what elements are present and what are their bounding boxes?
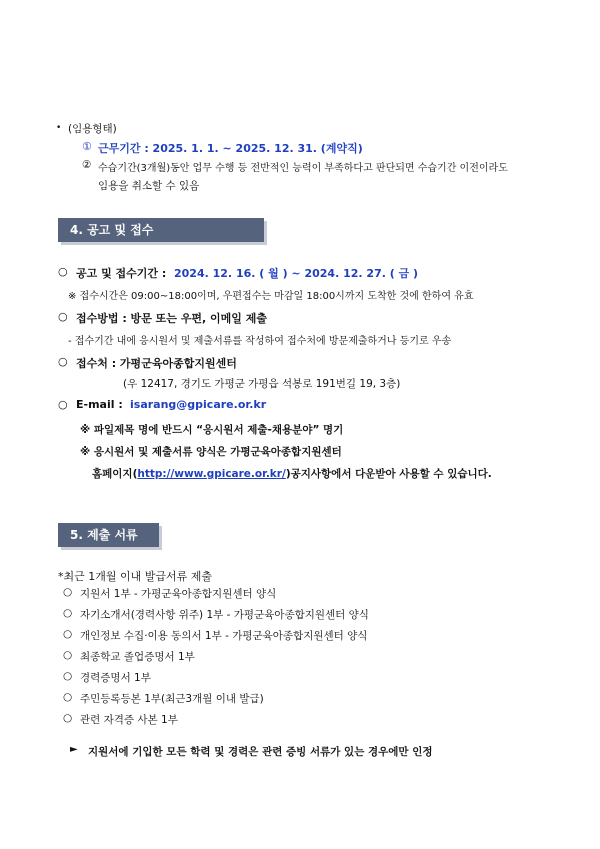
list-item-circle: ○ (63, 712, 73, 724)
note-homepage-prefix: 홈페이지( (92, 468, 138, 480)
email-circle: ○ (58, 398, 68, 411)
employment-item1-num: ① (82, 140, 92, 153)
section4-header (58, 218, 264, 242)
employment-item2-line2: 임용을 취소할 수 있음 (98, 180, 200, 192)
note-homepage (92, 466, 492, 481)
employment-item2-line1: 수습기간(3개월)동안 업무 수행 등 전반적인 능력이 부족하다고 판단되면 수습기간 이전이라도 (98, 163, 508, 174)
list-item: 주민등록등본 1부(최근3개월 이내 발급) (80, 693, 264, 705)
method-note: - 접수기간 내에 응시원서 및 제출서류를 작성하여 접수처에 방문제출하거나 등기로 우송 (68, 336, 452, 347)
list-item: 자기소개서(경력사항 위주) 1부 - 가평군육아종합지원센터 양식 (80, 609, 369, 621)
note-homepage-suffix: )공지사항에서 다운받아 사용할 수 있습니다. (285, 468, 492, 480)
period-label: 공고 및 접수기간 : (76, 267, 167, 280)
bullet-dot: • (56, 123, 62, 133)
list-item: 최종학교 졸업증명서 1부 (80, 651, 195, 663)
email-value[interactable]: isarang@gpicare.or.kr (130, 398, 267, 411)
section5-title: 5. 제출 서류 (70, 528, 138, 542)
period-note: ※ 접수시간은 09:00~18:00이며, 우편접수는 마감일 18:00시까지 도착한 것에 한하여 유효 (68, 291, 474, 302)
employment-label: (임용형태) (68, 123, 117, 135)
section5-header (58, 523, 159, 547)
list-item-circle: ○ (63, 586, 73, 598)
list-item-circle: ○ (63, 628, 73, 640)
list-item-circle: ○ (63, 607, 73, 619)
note-form-source: ※ 응시원서 및 제출서류 양식은 가평군육아종합지원센터 (80, 446, 342, 458)
list-item: 관련 자격증 사본 1부 (80, 714, 178, 726)
method-circle: ○ (58, 310, 68, 323)
final-note: 지원서에 기입한 모든 학력 및 경력은 관련 증빙 서류가 있는 경우에만 인정 (88, 746, 433, 758)
method-label: 접수방법 : 방문 또는 우편, 이메일 제출 (76, 312, 267, 325)
list-item: 개인정보 수집·이용 동의서 1부 - 가평군육아종합지원센터 양식 (80, 630, 368, 642)
list-item: 경력증명서 1부 (80, 672, 151, 684)
list-item-circle: ○ (63, 649, 73, 661)
period-circle: ○ (58, 265, 68, 278)
pointer-icon: ► (70, 744, 78, 755)
note-file-title: ※ 파일제목 명에 반드시 “응시원서 제출-채용분야” 명기 (80, 424, 344, 436)
place-label: 접수처 : 가평군육아종합지원센터 (76, 357, 237, 370)
place-address: (우 12417, 경기도 가평군 가평읍 석봉로 191번길 19, 3층) (123, 378, 401, 390)
employment-item2-num: ② (82, 159, 92, 171)
homepage-link[interactable]: http://www.gpicare.or.kr/ (137, 468, 286, 480)
email-label: E-mail : (76, 398, 123, 411)
employment-item1-text: 근무기간 : 2025. 1. 1. ~ 2025. 12. 31. (계약직) (98, 142, 363, 155)
section5-intro: *최근 1개월 이내 발급서류 제출 (58, 570, 212, 583)
list-item: 지원서 1부 - 가평군육아종합지원센터 양식 (80, 588, 277, 600)
period-value: 2024. 12. 16. ( 월 ) ~ 2024. 12. 27. ( 금 ) (174, 267, 419, 280)
list-item-circle: ○ (63, 691, 73, 703)
place-circle: ○ (58, 355, 68, 368)
section4-title: 4. 공고 및 접수 (70, 223, 154, 237)
list-item-circle: ○ (63, 670, 73, 682)
